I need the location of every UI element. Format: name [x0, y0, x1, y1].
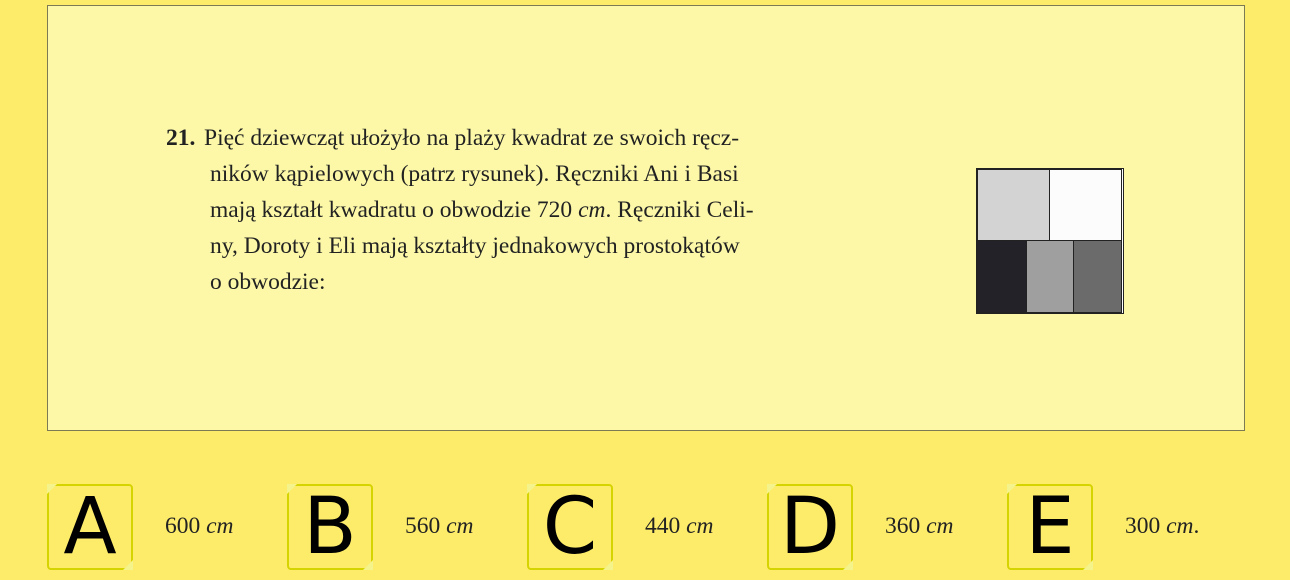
- answer-text: 300 cm.: [1125, 513, 1200, 539]
- towel-ania: [977, 169, 1050, 241]
- towel-figure: [976, 168, 1124, 314]
- question-line: ników kąpielowych (patrz rysunek). Ręczniki Ani i Basi: [210, 161, 739, 187]
- question-card: [47, 5, 1245, 431]
- answer-text: 440 cm: [645, 513, 714, 539]
- towel-basia: [1049, 169, 1122, 241]
- answer-letter[interactable]: D: [767, 484, 853, 570]
- answer-text: 560 cm: [405, 513, 474, 539]
- question-line: o obwodzie:: [210, 269, 326, 295]
- answer-options: [0, 484, 1290, 570]
- answer-letter[interactable]: B: [287, 484, 373, 570]
- towel-ela: [1073, 240, 1122, 313]
- answer-letter[interactable]: C: [527, 484, 613, 570]
- towel-celina: [977, 240, 1027, 313]
- answer-letter[interactable]: E: [1007, 484, 1093, 570]
- towel-dorota: [1026, 240, 1074, 313]
- question-line: Pięć dziewcząt ułożyło na plaży kwadrat ze swoich ręcz-: [204, 125, 740, 151]
- question-line: mają kształt kwadratu o obwodzie 720 cm. Ręczniki Celi-: [210, 197, 754, 223]
- answer-letter[interactable]: A: [47, 484, 133, 570]
- answer-text: 360 cm: [885, 513, 954, 539]
- question-number: 21.: [166, 125, 196, 151]
- answer-text: 600 cm: [165, 513, 234, 539]
- question-line: ny, Doroty i Eli mają kształty jednakowych prostokątów: [210, 233, 740, 259]
